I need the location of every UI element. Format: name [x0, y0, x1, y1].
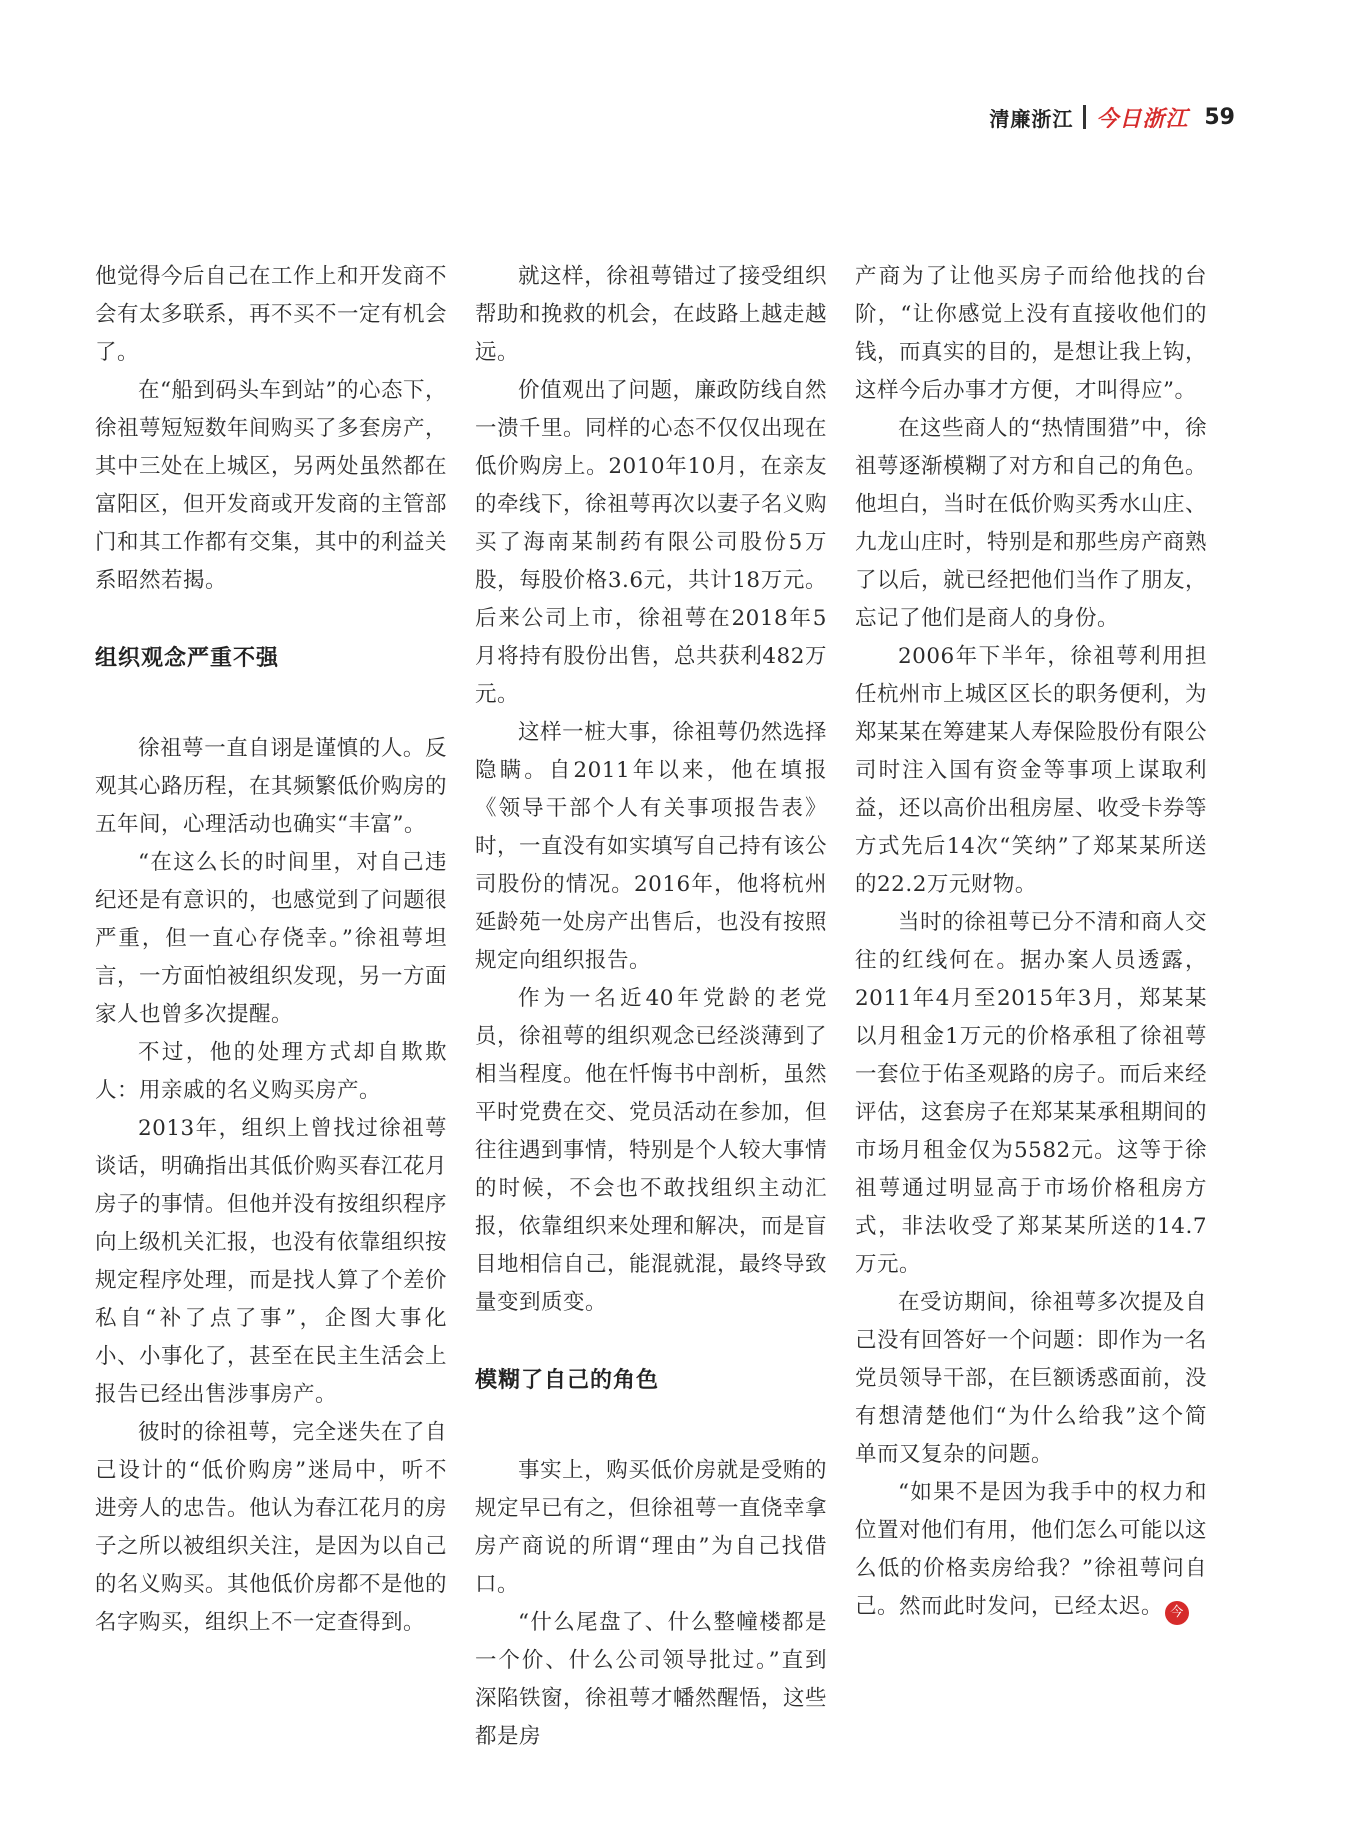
header-divider: [1083, 105, 1086, 129]
article-column-1: [95, 258, 447, 1642]
paragraph: 当时的徐祖萼已分不清和商人交往的红线何在。据办案人员透露，2011年4月至2015年3月，郑某某以月租金1万元的价格承租了徐祖萼一套位于佑圣观路的房子。而后来经评估，这套房子在郑某某承租期间的市场月租金仅为5582元。这等于徐祖萼通过明显高于市场价格租房方式，非法收受了郑某某所送的14.7万元。: [855, 910, 1208, 1277]
paragraph: 2013年，组织上曾找过徐祖萼谈话，明确指出其低价购买春江花月房子的事情。但他并没有按组织程序向上级机关汇报，也没有依靠组织按规定程序处理，而是找人算了个差价私自“补了点了事”，企图大事化小、小事化了，甚至在民主生活会上报告已经出售涉事房产。: [95, 1116, 448, 1407]
section-heading: 模糊了自己的角色: [475, 1368, 660, 1393]
article-column-3: [855, 258, 1207, 1626]
paragraph: 在受访期间，徐祖萼多次提及自己没有回答好一个问题：即作为一名党员领导干部，在巨额诱惑面前，没有想清楚他们“为什么给我”这个简单而又复杂的问题。: [855, 1290, 1208, 1467]
section-name: 清廉浙江: [989, 106, 1074, 131]
paragraph: 彼时的徐祖萼，完全迷失在了自己设计的“低价购房”迷局中，听不进旁人的忠告。他认为春江花月的房子之所以被组织关注，是因为以自己的名义购买。其他低价房都不是他的名字购买，组织上不一定查得到。: [95, 1420, 448, 1635]
paragraph: 就这样，徐祖萼错过了接受组织帮助和挽救的机会，在歧路上越走越远。: [475, 264, 828, 365]
paragraph: 他觉得今后自己在工作上和开发商不会有太多联系，再不买不一定有机会了。: [95, 264, 448, 365]
magazine-logo: 今日浙江: [1096, 105, 1189, 132]
paragraph: 作为一名近40年党龄的老党员，徐祖萼的组织观念已经淡薄到了相当程度。他在忏悔书中剖析，虽然平时党费在交、党员活动在参加，但往往遇到事情，特别是个人较大事情的时候，不会也不敢找组织主动汇报，依靠组织来处理和解决，而是盲目地相信自己，能混就混，最终导致量变到质变。: [475, 986, 828, 1315]
paragraph: 事实上，购买低价房就是受贿的规定早已有之，但徐祖萼一直侥幸拿房产商说的所谓“理由”为自己找借口。: [475, 1458, 828, 1597]
paragraph-final: [855, 1474, 1207, 1626]
page-header: [989, 102, 1235, 132]
paragraph: 在这些商人的“热情围猎”中，徐祖萼逐渐模糊了对方和自己的角色。他坦白，当时在低价购买秀水山庄、九龙山庄时，特别是和那些房产商熟了以后，就已经把他们当作了朋友，忘记了他们是商人的身份。: [855, 416, 1208, 631]
paragraph: 价值观出了问题，廉政防线自然一溃千里。同样的心态不仅仅出现在低价购房上。2010年10月，在亲友的牵线下，徐祖萼再次以妻子名义购买了海南某制药有限公司股份5万股，每股价格3.6元，共计18万元。后来公司上市，徐祖萼在2018年5月将持有股份出售，总共获利482万元。: [475, 378, 828, 707]
section-heading: 组织观念严重不强: [95, 646, 280, 671]
paragraph: 产商为了让他买房子而给他找的台阶，“让你感觉上没有直接收他们的钱，而真实的目的，是想让我上钩，这样今后办事才方便，才叫得应”。: [855, 264, 1208, 403]
paragraph: 不过，他的处理方式却自欺欺人：用亲戚的名义购买房产。: [95, 1040, 447, 1103]
paragraph: 在“船到码头车到站”的心态下，徐祖萼短短数年间购买了多套房产，其中三处在上城区，另两处虽然都在富阳区，但开发商或开发商的主管部门和其工作都有交集，其中的利益关系昭然若揭。: [95, 378, 448, 593]
paragraph-text: “如果不是因为我手中的权力和位置对他们有用，他们怎么可能以这么低的价格卖房给我？”徐祖萼问自己。然而此时发问，已经太迟。: [855, 1480, 1208, 1619]
end-mark-icon: 今: [1165, 1601, 1189, 1625]
page-number: 59: [1204, 104, 1235, 130]
article-column-2: [475, 258, 827, 1756]
paragraph: 2006年下半年，徐祖萼利用担任杭州市上城区区长的职务便利，为郑某某在筹建某人寿保险股份有限公司时注入国有资金等事项上谋取利益，还以高价出租房屋、收受卡券等方式先后14次“笑纳”了郑某某所送的22.2万元财物。: [855, 644, 1208, 897]
paragraph: “在这么长的时间里，对自己违纪还是有意识的，也感觉到了问题很严重，但一直心存侥幸。”徐祖萼坦言，一方面怕被组织发现，另一方面家人也曾多次提醒。: [95, 850, 448, 1027]
paragraph: “什么尾盘了、什么整幢楼都是一个价、什么公司领导批过。”直到深陷铁窗，徐祖萼才幡然醒悟，这些都是房: [475, 1610, 828, 1749]
paragraph: 徐祖萼一直自诩是谨慎的人。反观其心路历程，在其频繁低价购房的五年间，心理活动也确实“丰富”。: [95, 736, 448, 837]
paragraph: 这样一桩大事，徐祖萼仍然选择隐瞒。自2011年以来，他在填报《领导干部个人有关事项报告表》时，一直没有如实填写自己持有该公司股份的情况。2016年，他将杭州延龄苑一处房产出售后，也没有按照规定向组织报告。: [475, 720, 828, 973]
